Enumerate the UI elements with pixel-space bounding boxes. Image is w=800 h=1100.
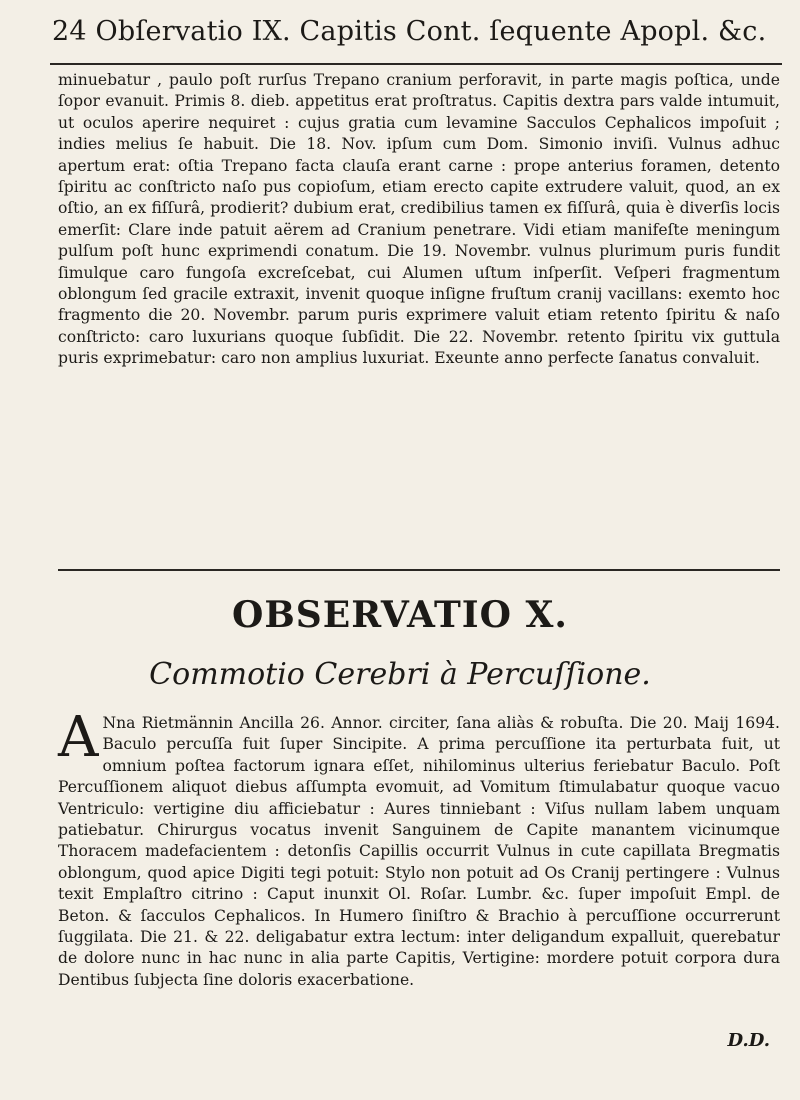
paragraph-observation-x — [58, 705, 780, 991]
section-divider-rule — [58, 569, 780, 571]
observation-subtitle: Commotio Cerebri à Percuſſione. — [149, 657, 651, 692]
running-head: 24 Obſervatio IX. Capitis Cont. ſequente Apopl. &c. — [52, 16, 767, 47]
header-rule — [50, 63, 782, 65]
catchword: D.D. — [727, 1030, 770, 1051]
paragraph-observation-ix-continuation: minuebatur , paulo poſt rurſus Trepano cranium perforavit, in parte magis poſtica, unde ſopor evanuit. Primis 8. dieb. appetitus erat proſtratus. Capitis dextra pars valde intumuit, ut oculos aperire nequiret : cujus gratia cum levamine Sacculos Cephalicos impoſuit ; indies melius ſe habuit. Die 18. Nov. ipſum cum Dom. Simonio inviſi. Vulnus adhuc apertum erat: oſtia Trepano facta clauſa erant carne : prope anterius foramen, detento ſpiritu ac conſtricto naſo pus copioſum, etiam erecto capite extrudere valuit, quod, an ex oſtio, an ex fiſſurâ, prodierit? dubium erat, credibilius tamen ex fiſſurâ, quia è diverſis locis emerſit: Clare inde patuit aërem ad Cranium penetrare. Vidi etiam manifeſte meningum pulſum poſt hunc exprimendi conatum. Die 19. Novembr. vulnus plurimum puris fundit ſimulque caro fungoſa excreſcebat, cui Alumen uſtum inſperſit. Veſperi fragmentum oblongum ſed gracile extraxit, invenit quoque inſigne fruſtum cranij vacillans: exemto hoc fragmento die 20. Novembr. parum puris exprimere valuit etiam retento ſpiritu & naſo conſtricto: caro luxurians quoque ſubſidit. Die 22. Novembr. retento ſpiritu vix guttula puris exprimebatur: caro non amplius luxuriat. Exeunte anno perfecte ſanatus convaluit. — [58, 71, 780, 368]
observation-title: OBSERVATIO X. — [232, 594, 568, 636]
drop-cap: A — [58, 705, 99, 770]
paragraph-observation-x-text: Nna Rietmännin Ancilla 26. Annor. circiter, ſana aliàs & robuſta. Die 20. Maij 1694. Baculo percuſſa fuit ſuper Sincipite. A prima percuſſione ita perturbata fuit, ut omnium poſtea factorum ignara eſſet, nihilominus ulterius feriebatur Baculo. Poſt Percuſſionem aliquot diebus aſſumpta evomuit, ad Vomitum ſtimulabatur quoque vacuo Ventriculo: vertigine diu afficiebatur : Aures tinniebant : Viſus nullam labem unquam patiebatur. Chirurgus vocatus invenit Sanguinem de Capite manantem vicinumque Thoracem madefacientem : detonſis Capillis occurrit Vulnus in cute capillata Bregmatis oblongum, quod apice Digiti tegi potuit: Stylo non potuit ad Os Cranij pertingere : Vulnus texit Emplaſtro citrino : Caput inunxit Ol. Roſar. Lumbr. &c. ſuper impoſuit Empl. de Beton. & ſacculos Cephalicos. In Humero ſiniſtro & Brachio à percuſſione occurrerunt ſuggilata. Die 21. & 22. deligabatur extra lectum: inter deligandum expalluit, querebatur de dolore nunc in hac nunc in alia parte Capitis, Vertigine: mordere potuit corpora dura Dentibus ſubjecta ſine doloris exacerbatione. — [58, 714, 780, 989]
